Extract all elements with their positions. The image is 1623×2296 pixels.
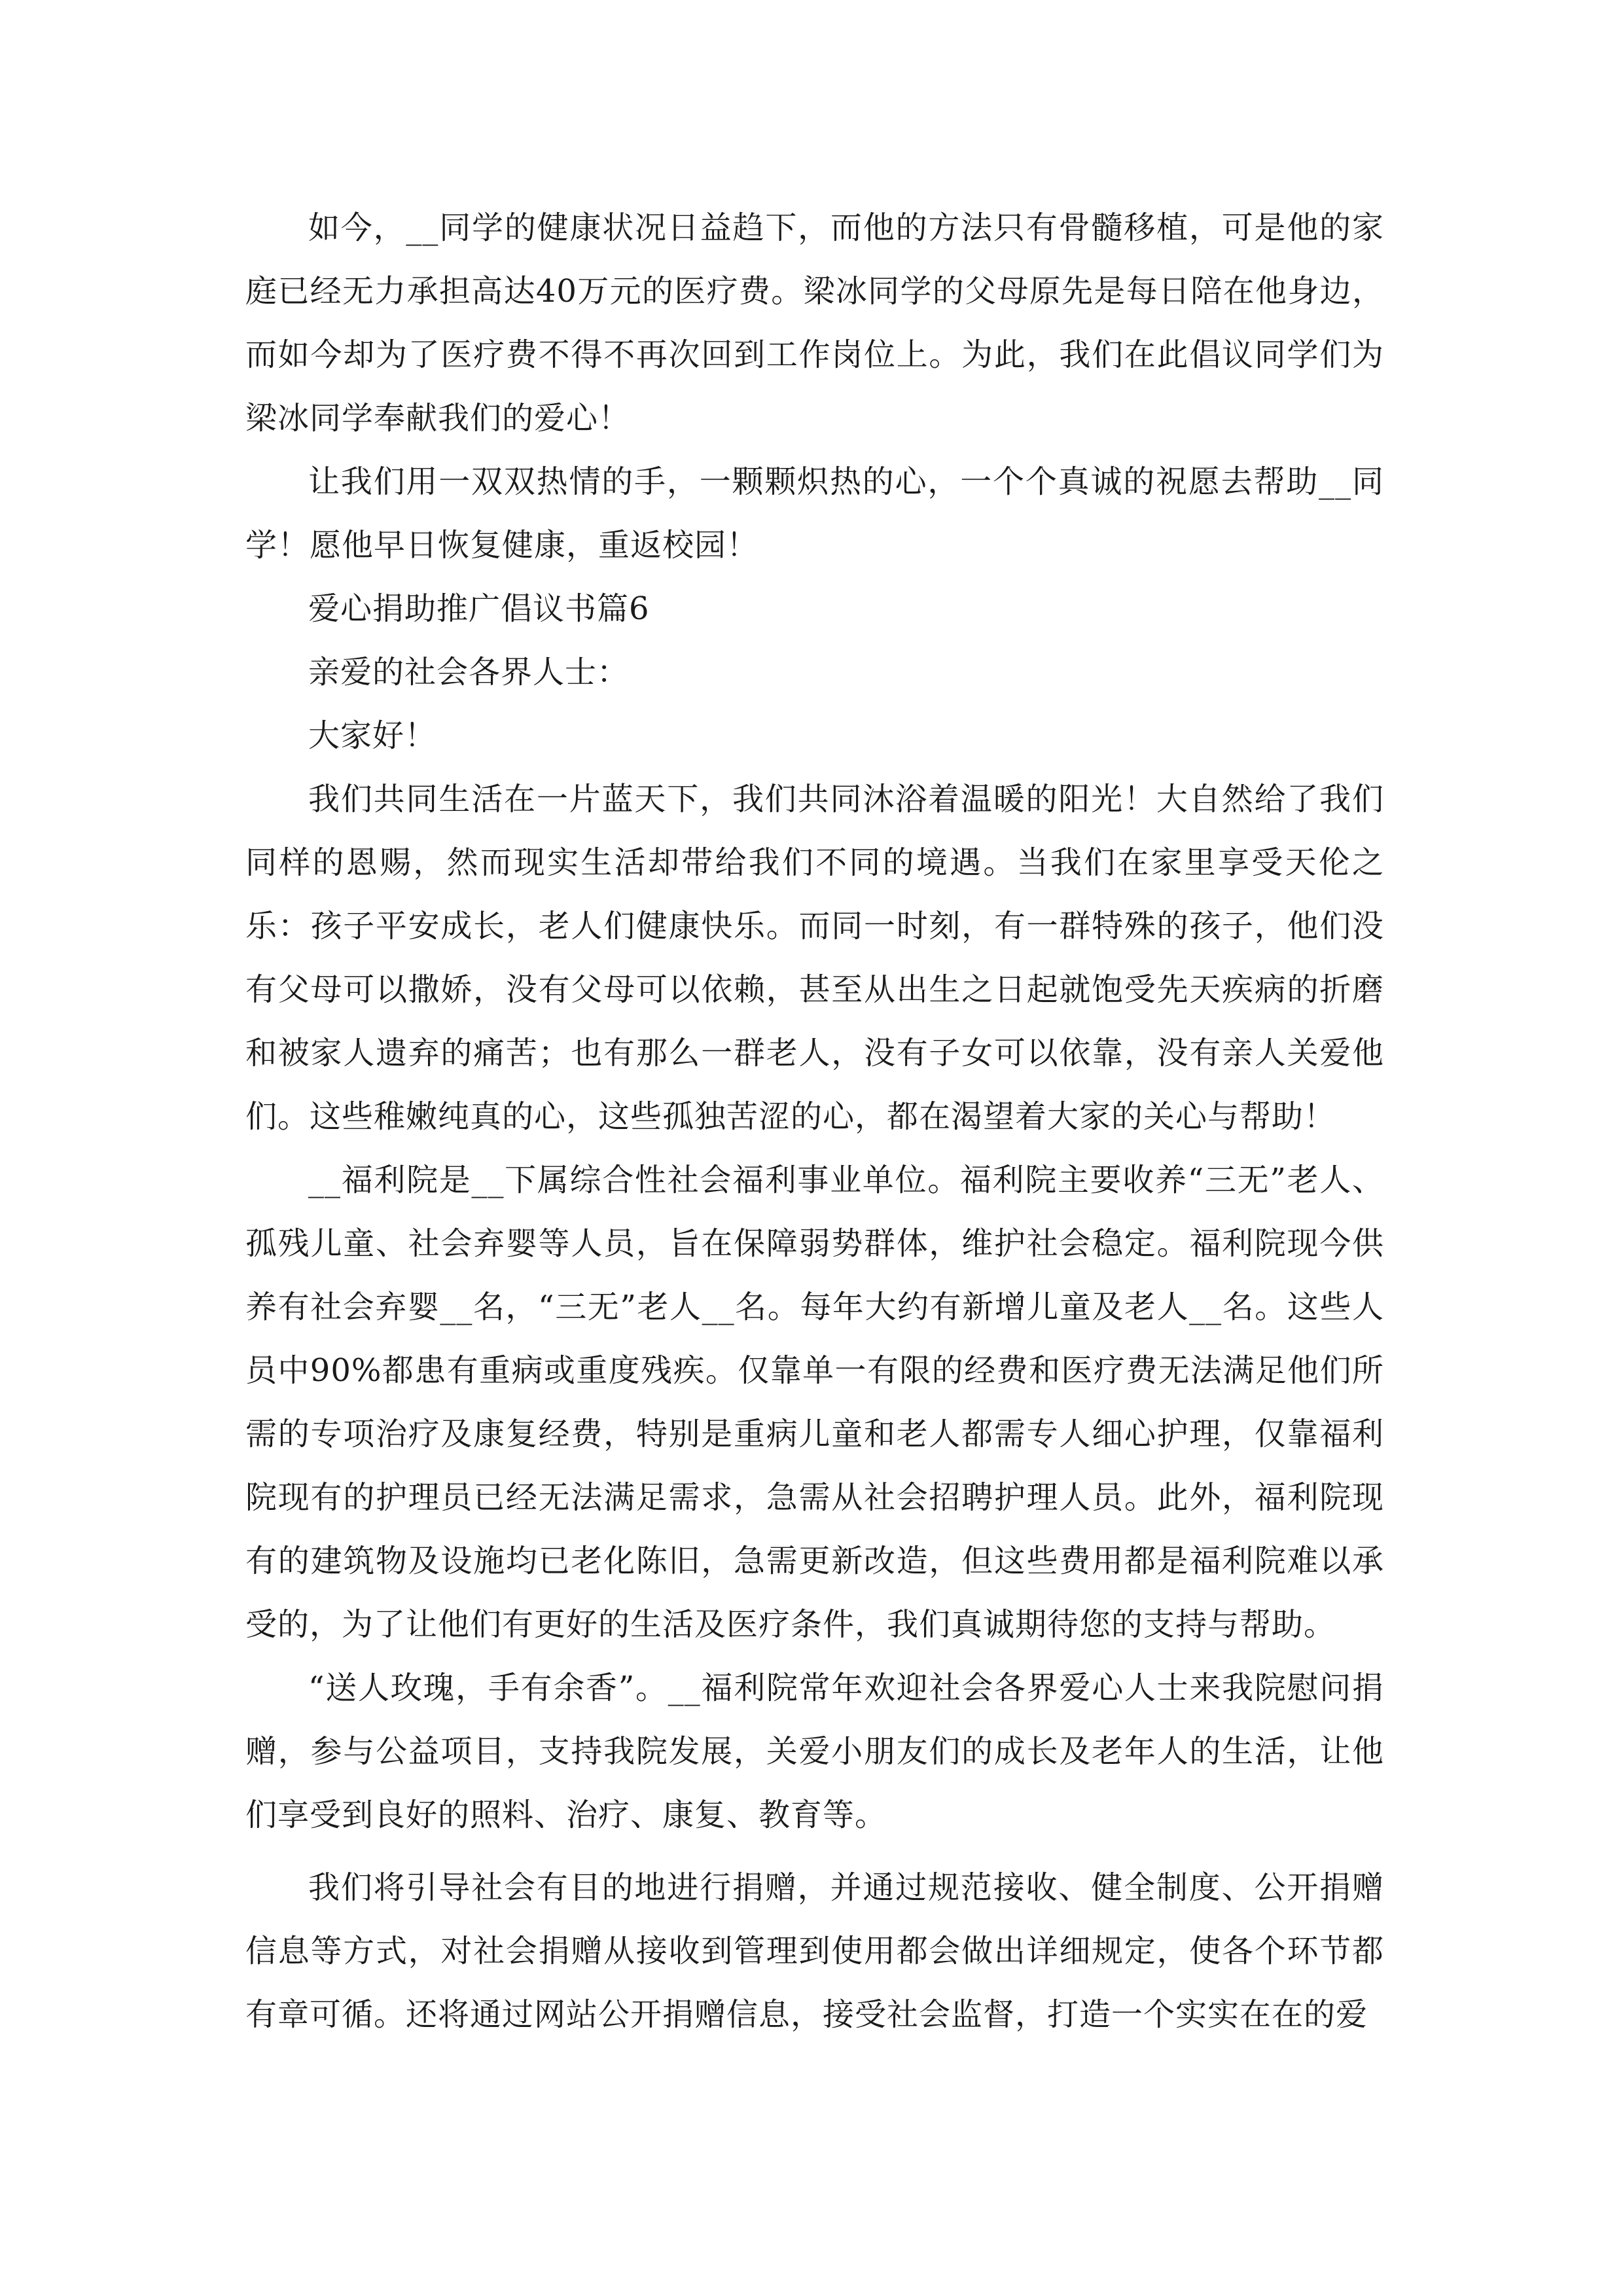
paragraph-donation-guidance: 我们将引导社会有目的地进行捐赠，并通过规范接收、健全制度、公开捐赠信息等方式，对社会捐赠从接收到管理到使用都会做出详细规定，使各个环节都有章可循。还将通过网站公开捐赠信息，接受社会监督，打造一个实实在在的爱 — [245, 1869, 1384, 2033]
document-body — [245, 196, 1384, 2047]
paragraph-welfare-institute: __福利院是__下属综合性社会福利事业单位。福利院主要收养“三无”老人、孤残儿童、社会弃婴等人员，旨在保障弱势群体，维护社会稳定。福利院现今供养有社会弃婴__名，“三无”老人__名。每年大约有新增儿童及老人__名。这些人员中90%都患有重病或重度残疾。仅靠单一有限的经费和医疗费无法满足他们所需的专项治疗及康复经费，特别是重病儿童和老人都需专人细心护理，仅靠福利院现有的护理员已经无法满足需求，急需从社会招聘护理人员。此外，福利院现有的建筑物及设施均已老化陈旧，急需更新改造，但这些费用都是福利院难以承受的，为了让他们有更好的生活及医疗条件，我们真诚期待您的支持与帮助。 — [245, 1162, 1384, 1643]
paragraph-call-to-help: 让我们用一双双热情的手，一颗颗炽热的心，一个个真诚的祝愿去帮助__同学！愿他早日恢复健康，重返校园！ — [245, 463, 1384, 564]
paragraph-health-condition: 如今，__同学的健康状况日益趋下，而他的方法只有骨髓移植，可是他的家庭已经无力承担高达40万元的医疗费。梁冰同学的父母原先是每日陪在他身边，而如今却为了医疗费不得不再次回到工作岗位上。为此，我们在此倡议同学们为梁冰同学奉献我们的爱心！ — [245, 209, 1384, 437]
salutation: 亲爱的社会各界人士： — [308, 654, 630, 691]
section-heading: 爱心捐助推广倡议书篇6 — [308, 590, 650, 627]
greeting: 大家好！ — [308, 717, 437, 754]
paragraph-roses: “送人玫瑰，手有余香”。__福利院常年欢迎社会各界爱心人士来我院慰问捐赠，参与公益项目，支持我院发展，关爱小朋友们的成长及老年人的生活，让他们享受到良好的照料、治疗、康复、教育等。 — [245, 1670, 1384, 1833]
paragraph-shared-sky: 我们共同生活在一片蓝天下，我们共同沐浴着温暖的阳光！大自然给了我们同样的恩赐，然而现实生活却带给我们不同的境遇。当我们在家里享受天伦之乐：孩子平安成长，老人们健康快乐。而同一时刻，有一群特殊的孩子，他们没有父母可以撒娇，没有父母可以依赖，甚至从出生之日起就饱受先天疾病的折磨和被家人遗弃的痛苦；也有那么一群老人，没有子女可以依靠，没有亲人关爱他们。这些稚嫩纯真的心，这些孤独苦涩的心，都在渴望着大家的关心与帮助！ — [245, 781, 1384, 1135]
